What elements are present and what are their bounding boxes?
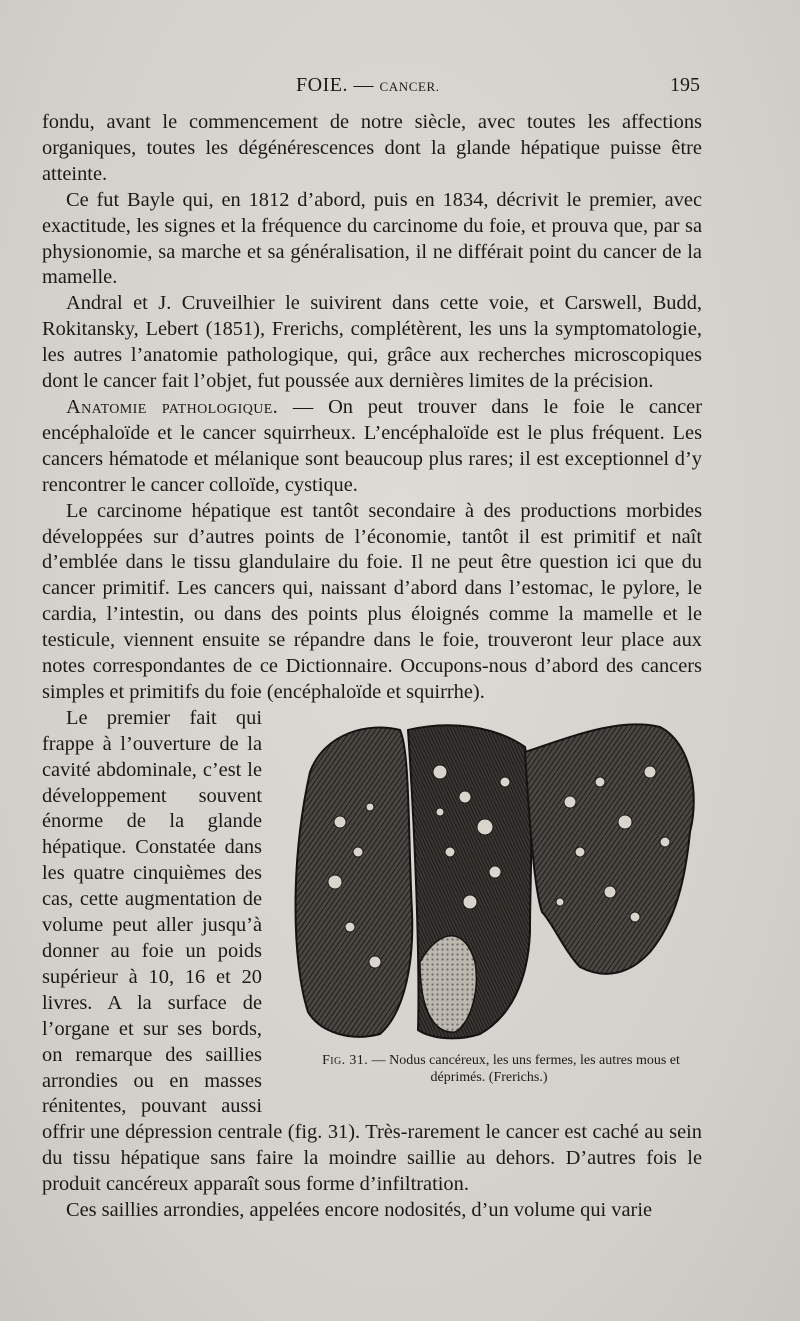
running-head-dash: — [353, 74, 374, 96]
page-header [0, 74, 800, 102]
paragraph-1: fondu, avant le commencement de notre siècle, avec toutes les affections organiques, toutes les dégénérescences dont la glande hépatique puisse être atteinte. [42, 111, 702, 185]
paragraph-4-text: — On peut trouver dans le foie le cancer encéphaloïde et le cancer squirrheux. L’encéphaloïde est le plus fréquent. Les cancers hématode et mélanique sont beaucoup plus rares; il est exceptionnel d’y rencontrer le cancer colloïde, cystique. [42, 395, 703, 496]
right-lobe [525, 724, 694, 973]
paragraph-4 [42, 395, 702, 499]
paragraph-7: Ces saillies arrondies, appelées encore nodosités, d’un volume qui varie [66, 1199, 653, 1222]
liver-engraving-illustration [280, 712, 700, 1048]
running-head-main: FOIE. [296, 74, 348, 96]
paragraph-2: Ce fut Bayle qui, en 1812 d’abord, puis en 1834, décrivit le premier, avec exactitude, les signes et la fréquence du carcinome du foie, et prouva que, par sa physionomie, sa marche et sa généralisation, il ne différait point du cancer de la mamelle. [42, 188, 702, 289]
paragraph-3: Andral et J. Cruveilhier le suivirent dans cette voie, et Carswell, Budd, Rokitansky, Lebert (1851), Frerichs, complétèrent, les uns la symptomatologie, les autres l’anatomie pathologique, qui, grâce aux recherches microscopiques dont le cancer fait l’objet, fut poussée aux dernières limites de la précision. [42, 292, 702, 393]
page-number: 195 [670, 74, 700, 96]
paragraph-6-text: Le premier fait qui frappe à l’ouverture de la cavité abdominale, c’est le développement souvent énorme de la glande hépatique. Constatée dans les quatre cinquièmes des cas, cette augmentation de volume peut aller jusqu’à donner au foie un poids supérieur à 10, 16 et 20 livres. A la surface de l’organe et sur ses bords, on remarque des saillies arrondies ou en masses rénitentes, pouvant aussi offrir une dépression centrale (fig. 31). Très-rarement le cancer est caché au sein du tissu hépatique sans faire la moindre saillie au dehors. D’autres fois le produit cancéreux apparaît sous forme d’infiltration. [42, 706, 702, 1196]
running-head-sub: CANCER. [379, 79, 440, 94]
section-lead: Anatomie pathologique. [66, 395, 279, 418]
figure-caption-text: — Nodus cancéreux, les uns fermes, les autres mous et déprimés. (Frerichs.) [368, 1052, 680, 1085]
paragraph-5: Le carcinome hépatique est tantôt secondaire à des productions morbides développées sur d’autres points de l’économie, tantôt il est primitif et naît d’emblée dans le tissu glandulaire du foie. Il ne peut être question ici que du cancer primitif. Les cancers qui, naissant d’abord dans l’estomac, le pylore, le cardia, l’intestin, ou dans des points plus éloignés comme la mamelle et le testicule, viennent ensuite se répandre dans le foie, trouveront leur place aux notes correspondantes de ce Dictionnaire. Occupons-nous d’abord des cancers simples et primitifs du foie (encéphaloïde et squirrhe). [42, 499, 702, 703]
figure-caption [276, 1052, 702, 1086]
figure-31 [276, 712, 702, 1105]
running-head [296, 74, 440, 97]
body-text [42, 110, 702, 1224]
left-lobe [296, 727, 413, 1036]
figure-label: Fig. 31. [322, 1052, 369, 1068]
paragraph-6 [42, 706, 702, 1198]
